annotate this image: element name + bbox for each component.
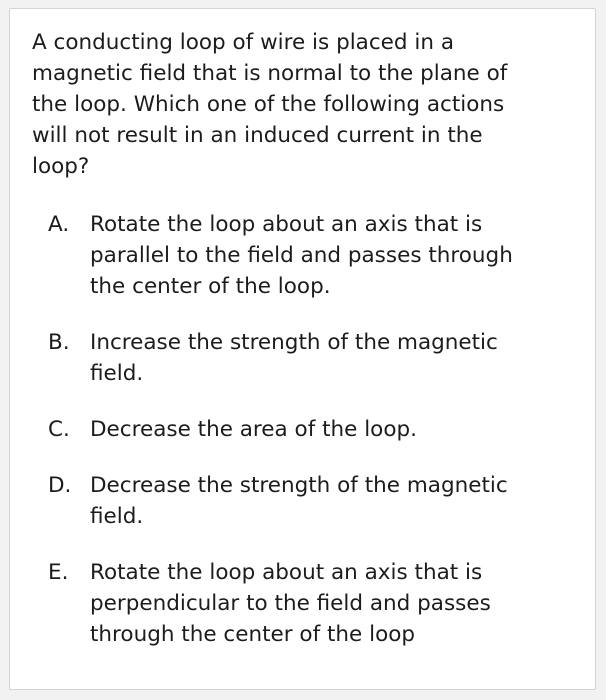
option-text: Increase the strength of the magnetic field. bbox=[90, 330, 498, 386]
option-b[interactable] bbox=[48, 327, 573, 389]
option-a[interactable] bbox=[48, 209, 573, 302]
option-letter: C. bbox=[48, 417, 70, 442]
option-letter: A. bbox=[48, 212, 70, 237]
question-text: A conducting loop of wire is placed in a magnetic field that is normal to the plane of the loop. Which one of the following actions will not result in an induced current in the loop? bbox=[32, 30, 508, 179]
option-text: Rotate the loop about an axis that is parallel to the field and passes through the center of the loop. bbox=[90, 212, 513, 299]
answer-options-list bbox=[48, 209, 573, 675]
option-letter: D. bbox=[48, 473, 72, 498]
option-letter: E. bbox=[48, 560, 69, 585]
option-e[interactable] bbox=[48, 557, 573, 650]
option-text: Decrease the area of the loop. bbox=[90, 417, 417, 442]
option-d[interactable] bbox=[48, 470, 573, 532]
option-c[interactable] bbox=[48, 414, 573, 445]
option-text: Decrease the strength of the magnetic field. bbox=[90, 473, 508, 529]
question-card bbox=[9, 8, 596, 690]
option-letter: B. bbox=[48, 330, 70, 355]
option-text: Rotate the loop about an axis that is perpendicular to the field and passes through the center of the loop bbox=[90, 560, 491, 647]
